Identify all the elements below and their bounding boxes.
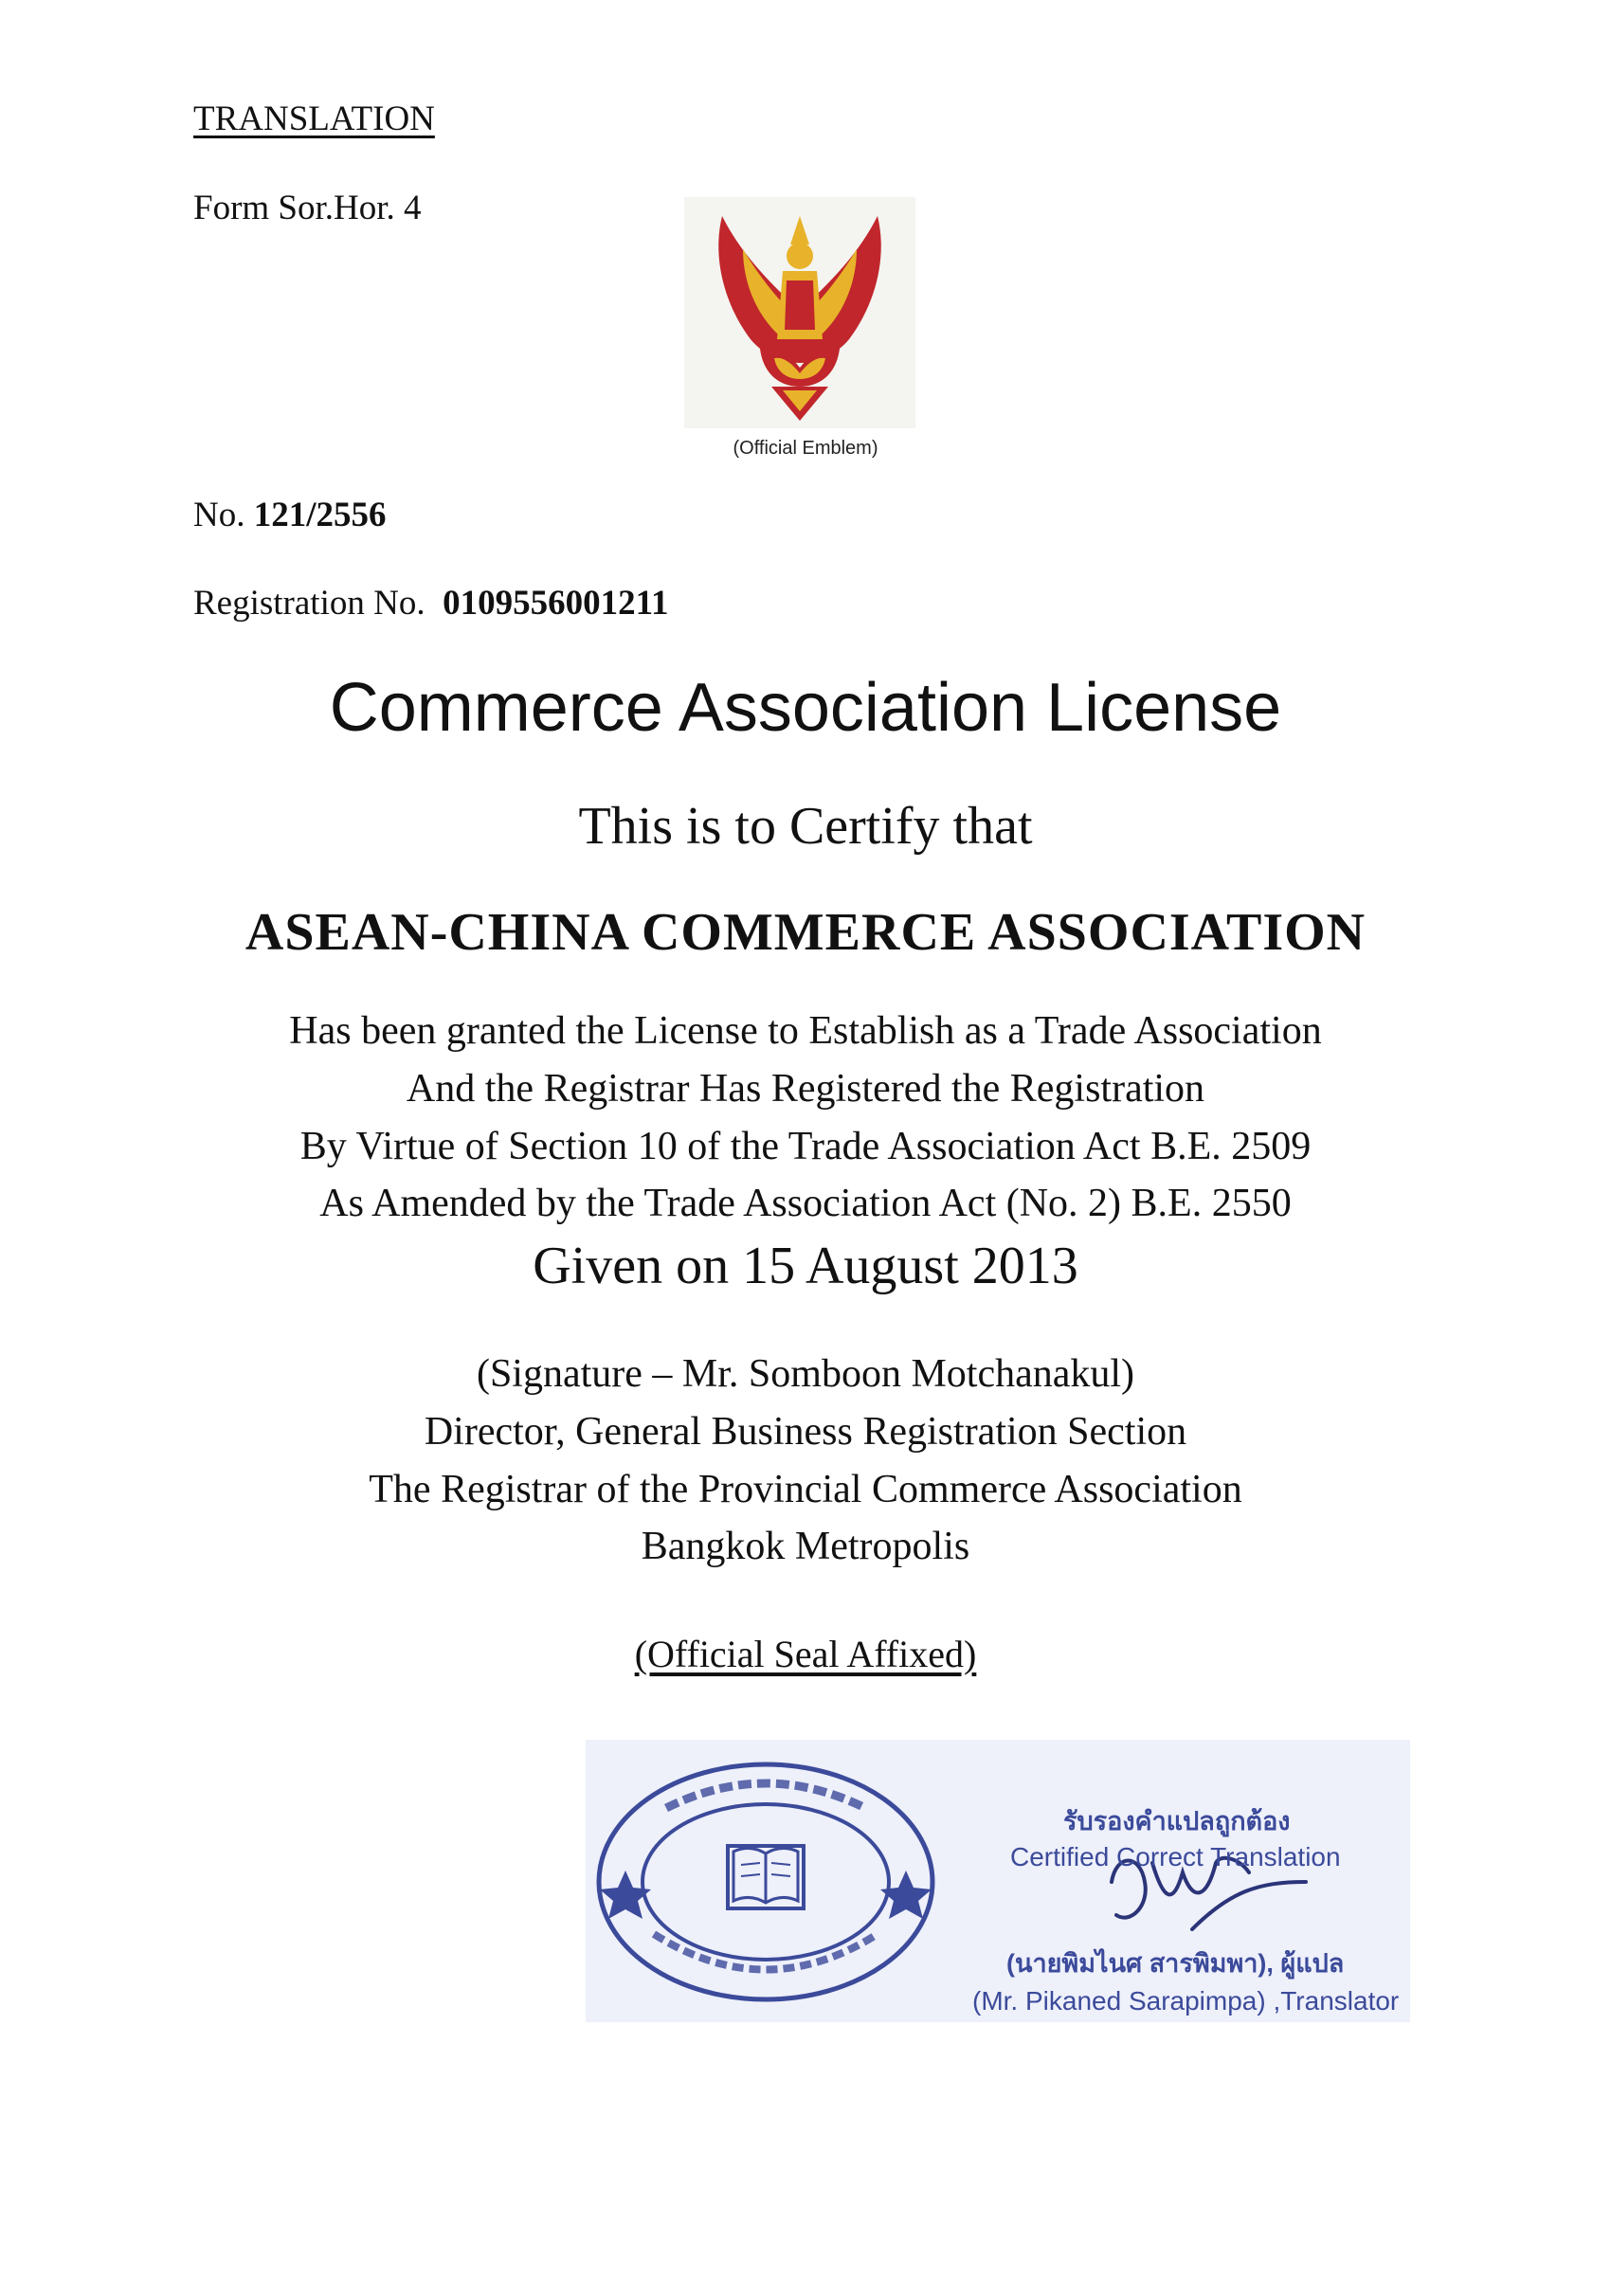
- certify-line: This is to Certify that: [578, 797, 1033, 856]
- stamp-thai-certified: รับรองคำแปลถูกต้อง: [1063, 1807, 1291, 1835]
- garuda-emblem: [684, 197, 915, 428]
- registration-number-value: 0109556001211: [443, 584, 669, 623]
- stamp-translator-name: (Mr. Pikaned Sarapimpa) ,Translator: [972, 1986, 1400, 2016]
- form-number: Form Sor.Hor. 4: [193, 189, 422, 227]
- official-seal-note: (Official Seal Affixed): [634, 1633, 977, 1675]
- granted-line: And the Registrar Has Registered the Registration: [406, 1067, 1205, 1111]
- document-number: [193, 495, 387, 535]
- signature-line: (Signature – Mr. Somboon Motchanakul): [476, 1352, 1135, 1396]
- association-name: ASEAN-CHINA COMMERCE ASSOCIATION: [244, 903, 1367, 962]
- registration-number: [193, 583, 669, 624]
- registration-number-label: Registration No.: [193, 584, 425, 623]
- garuda-emblem-icon: [684, 197, 915, 428]
- translation-heading: TRANSLATION: [193, 99, 435, 138]
- granted-line: By Virtue of Section 10 of the Trade Association Act B.E. 2509: [299, 1125, 1312, 1168]
- emblem-caption: (Official Emblem): [733, 438, 878, 459]
- signature-line: Bangkok Metropolis: [641, 1525, 970, 1568]
- document-number-label: No.: [193, 496, 245, 534]
- license-title: Commerce Association License: [329, 670, 1282, 746]
- stamp-certified-correct: Certified Correct Translation: [1010, 1842, 1341, 1871]
- granted-line: Has been granted the License to Establish as a Trade Association: [289, 1009, 1322, 1053]
- signature-line: Director, General Business Registration Section: [424, 1410, 1187, 1454]
- document-number-value: 121/2556: [253, 496, 387, 534]
- given-date: Given on 15 August 2013: [533, 1237, 1078, 1295]
- granted-line: As Amended by the Trade Association Act (No. 2) B.E. 2550: [319, 1182, 1292, 1225]
- signature-line: The Registrar of the Provincial Commerce Association: [369, 1468, 1242, 1511]
- stamp-thai-translator: (นายพิมไนศ สารพิมพา), ผู้แปล: [1006, 1949, 1345, 1978]
